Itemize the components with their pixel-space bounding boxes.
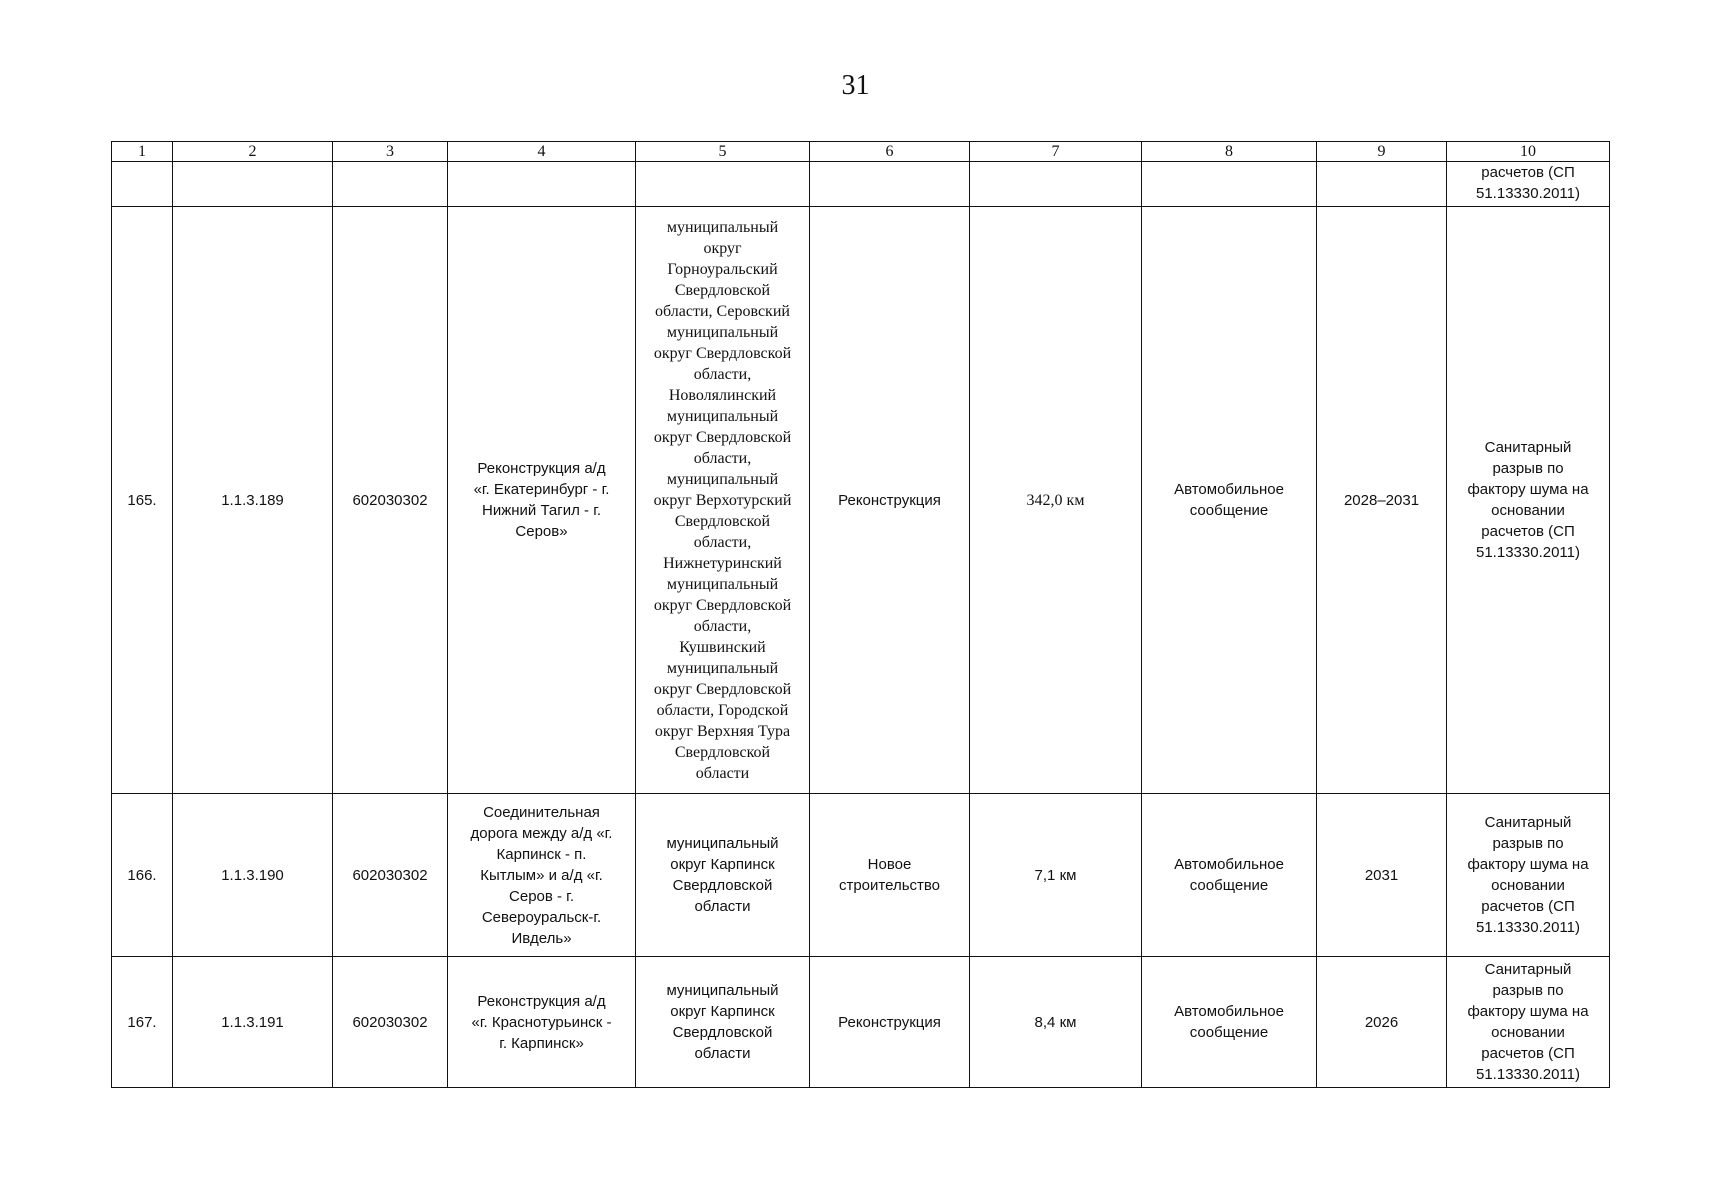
object-name-cell: Реконструкция а/д «г. Екатеринбург - г. Нижний Тагил - г. Серов» [448, 207, 636, 794]
empty-cell [636, 162, 810, 207]
empty-cell [333, 162, 448, 207]
empty-cell [1317, 162, 1447, 207]
work-type-cell: Реконструкция [810, 957, 970, 1088]
object-name-cell: Соединительная дорога между а/д «г. Карпинск - п. Кытлым» и а/д «г. Серов - г. Североуральск-г. Ивдель» [448, 794, 636, 957]
object-name-cell: Реконструкция а/д «г. Краснотурьинск - г. Карпинск» [448, 957, 636, 1088]
row-number-cell: 167. [112, 957, 173, 1088]
location-cell: муниципальный округ Карпинск Свердловской области [636, 957, 810, 1088]
continuation-row [112, 162, 1610, 207]
code-cell: 1.1.3.189 [173, 207, 333, 794]
row-number-cell: 166. [112, 794, 173, 957]
length-cell: 7,1 км [970, 794, 1142, 957]
empty-cell [1142, 162, 1317, 207]
column-number: 3 [333, 142, 448, 162]
period-cell: 2026 [1317, 957, 1447, 1088]
empty-cell [810, 162, 970, 207]
page-number: 31 [841, 70, 870, 101]
work-type-cell: Реконструкция [810, 207, 970, 794]
oktmo-cell: 602030302 [333, 957, 448, 1088]
empty-cell [112, 162, 173, 207]
purpose-cell: Автомобильное сообщение [1142, 794, 1317, 957]
zone-cell: расчетов (СП 51.13330.2011) [1447, 162, 1610, 207]
empty-cell [448, 162, 636, 207]
location-cell: муниципальный округ Горноуральский Свердловской области, Серовский муниципальный округ Свердловской области, Новолялинский муниципальный округ Свердловской области, муниципальный округ Верхотурский Свердловской области, Нижнетуринский муниципальный округ Свердловской области, Кушвинский муниципальный округ Свердловской области, Городской округ Верхняя Тура Свердловской области [636, 207, 810, 794]
zone-cell: Санитарный разрыв по фактору шума на основании расчетов (СП 51.13330.2011) [1447, 207, 1610, 794]
empty-cell [970, 162, 1142, 207]
length-cell: 342,0 км [970, 207, 1142, 794]
objects-table [111, 141, 1610, 1088]
purpose-cell: Автомобильное сообщение [1142, 957, 1317, 1088]
period-cell: 2031 [1317, 794, 1447, 957]
row-number-cell: 165. [112, 207, 173, 794]
column-number: 8 [1142, 142, 1317, 162]
period-cell: 2028–2031 [1317, 207, 1447, 794]
column-number: 2 [173, 142, 333, 162]
column-number-row [112, 142, 1610, 162]
code-cell: 1.1.3.190 [173, 794, 333, 957]
code-cell: 1.1.3.191 [173, 957, 333, 1088]
column-number: 10 [1447, 142, 1610, 162]
work-type-cell: Новое строительство [810, 794, 970, 957]
length-cell: 8,4 км [970, 957, 1142, 1088]
column-number: 7 [970, 142, 1142, 162]
location-cell: муниципальный округ Карпинск Свердловской области [636, 794, 810, 957]
oktmo-cell: 602030302 [333, 794, 448, 957]
table-row [112, 794, 1610, 957]
purpose-cell: Автомобильное сообщение [1142, 207, 1317, 794]
table-row [112, 207, 1610, 794]
column-number: 5 [636, 142, 810, 162]
empty-cell [173, 162, 333, 207]
column-number: 1 [112, 142, 173, 162]
table-row [112, 957, 1610, 1088]
column-number: 4 [448, 142, 636, 162]
column-number: 6 [810, 142, 970, 162]
column-number: 9 [1317, 142, 1447, 162]
zone-cell: Санитарный разрыв по фактору шума на основании расчетов (СП 51.13330.2011) [1447, 794, 1610, 957]
oktmo-cell: 602030302 [333, 207, 448, 794]
zone-cell: Санитарный разрыв по фактору шума на основании расчетов (СП 51.13330.2011) [1447, 957, 1610, 1088]
